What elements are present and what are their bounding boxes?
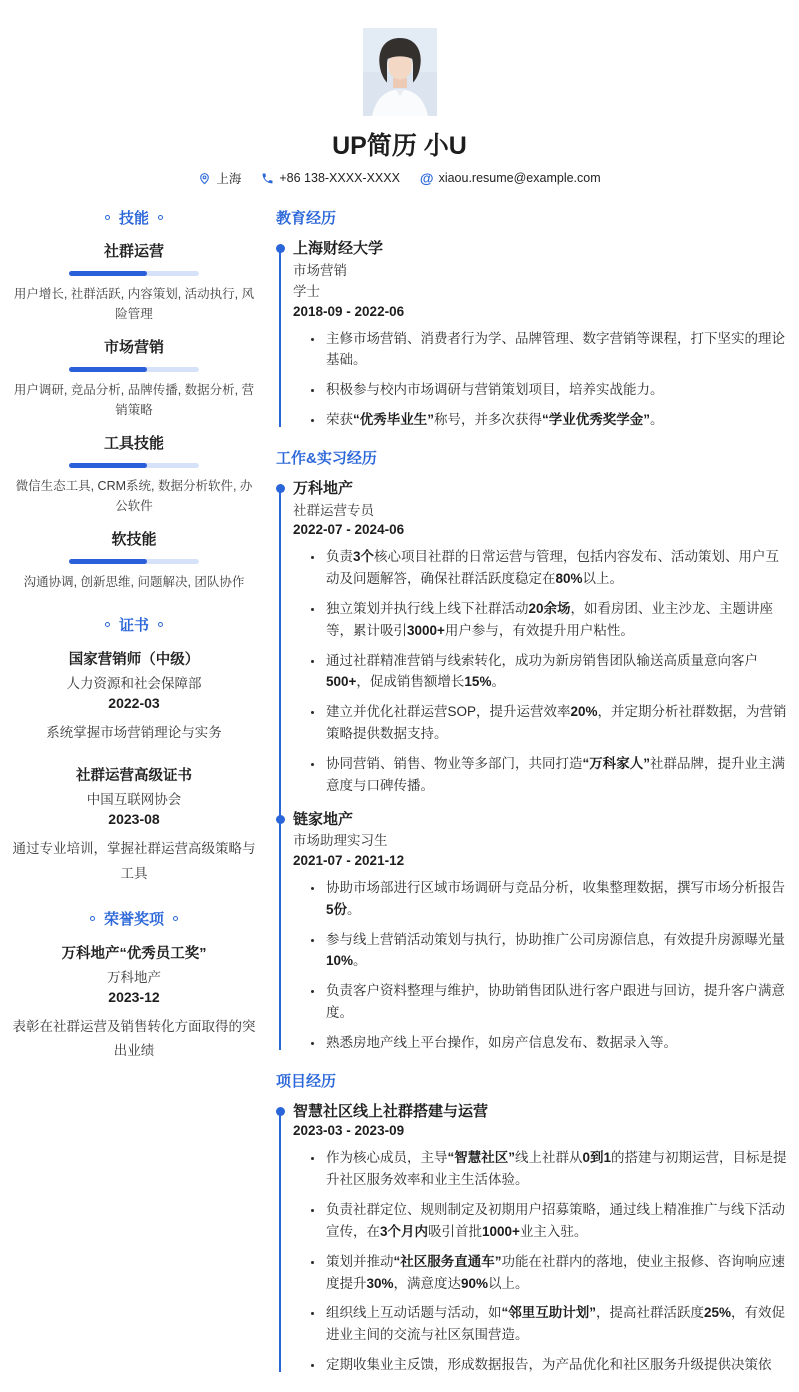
skill-level-fill <box>69 559 147 564</box>
portrait-illustration <box>363 28 437 116</box>
sidebar <box>0 207 260 1085</box>
contact-phone <box>261 171 400 185</box>
ring-icon <box>173 916 178 921</box>
ring-icon <box>105 622 110 627</box>
location-text: 上海 <box>216 172 242 186</box>
honors-list <box>10 942 258 1064</box>
skill-tags: 用户增长, 社群活跃, 内容策划, 活动执行, 风险管理 <box>13 287 255 321</box>
entry-date: 2021-07 - 2021-12 <box>293 852 405 868</box>
entry-bullets <box>293 1147 787 1376</box>
ring-icon <box>158 622 163 627</box>
certificates-section-title <box>10 614 258 635</box>
contact-email <box>420 171 601 185</box>
credential-description: 通过专业培训，掌握社群运营高级策略与工具 <box>12 841 256 881</box>
profile-photo <box>363 28 437 116</box>
entry-subtitle: 市场营销 <box>293 262 347 278</box>
honors-section <box>10 908 258 1064</box>
timeline-entry <box>276 1102 787 1376</box>
honors-section-title <box>10 908 258 929</box>
credential-date: 2023-08 <box>108 811 160 828</box>
skill-item <box>10 432 258 516</box>
entry-date: 2023-03 - 2023-09 <box>293 1123 405 1139</box>
bullet-item: • 协助市场部进行区域市场调研与竞品分析，收集整理数据，撰写市场分析报告5份。 <box>324 877 787 921</box>
bullet-item: • 通过社群精准营销与线索转化，成功为新房销售团队输送高质量意向客户500+，促成销售额增长15%。 <box>324 650 787 694</box>
bullet-item: • 策划并推动“社区服务直通车”功能在社群内的落地，使业主报修、咨询响应速度提升30%，满意度达90%以上。 <box>324 1251 787 1295</box>
section-title: 工作&实习经历 <box>276 450 377 468</box>
bullet-item: • 作为核心成员，主导“智慧社区”线上社群从0到1的搭建与初期运营，目标是提升社区服务效率和业主生活体验。 <box>324 1147 787 1191</box>
timeline <box>276 1102 787 1376</box>
skills-title-text: 技能 <box>118 210 149 227</box>
skill-name: 软技能 <box>111 531 157 548</box>
skill-item <box>10 528 258 592</box>
skill-tags: 沟通协调, 创新思维, 问题解决, 团队协作 <box>23 575 245 589</box>
entry-date: 2018-09 - 2022-06 <box>293 303 405 319</box>
credential-issuer: 万科地产 <box>107 969 161 985</box>
bullet-item: • 建立并优化社群运营SOP，提升运营效率20%，并定期分析社群数据，为营销策略提供数据支持。 <box>324 701 787 745</box>
certificates-section <box>10 614 258 886</box>
credential-item <box>10 942 258 1064</box>
phone-icon <box>261 172 274 185</box>
credential-name: 万科地产“优秀员工奖” <box>61 945 207 962</box>
skill-tags: 微信生态工具, CRM系统, 数据分析软件, 办公软件 <box>15 479 253 513</box>
skill-level-fill <box>69 271 147 276</box>
bullet-item: • 定期收集业主反馈，形成数据报告，为产品优化和社区服务升级提供决策依 <box>324 1354 787 1376</box>
entry-subtitles <box>293 261 787 302</box>
timeline-entry <box>276 239 787 431</box>
ring-icon <box>105 215 110 220</box>
credential-name: 社群运营高级证书 <box>76 768 192 785</box>
skill-name: 市场营销 <box>103 339 164 356</box>
timeline-entry <box>276 810 787 1054</box>
skill-level-bar <box>69 271 199 276</box>
phone-text: +86 138-XXXX-XXXX <box>279 171 400 185</box>
skills-section <box>10 207 258 592</box>
skill-level-bar <box>69 463 199 468</box>
timeline <box>276 479 787 1054</box>
credential-date: 2022-03 <box>108 695 160 711</box>
bullet-item: • 组织线上互动话题与活动，如“邻里互助计划”，提高社群活跃度25%，有效促进业主间的交流与社区氛围营造。 <box>324 1302 787 1346</box>
bullet-item: • 负责社群定位、规则制定及初期用户招募策略，通过线上精准推广与线下活动宣传，在3个月内吸引首批1000+业主入驻。 <box>324 1199 787 1243</box>
bullet-item: • 参与线上营销活动策划与执行，协助推广公司房源信息，有效提升房源曝光量10%。 <box>324 929 787 973</box>
bullet-item: • 熟悉房地产线上平台操作，如房产信息发布、数据录入等。 <box>324 1032 787 1054</box>
entry-title: 万科地产 <box>293 480 354 498</box>
credential-date: 2023-12 <box>108 988 160 1005</box>
timeline <box>276 239 787 431</box>
skill-level-bar <box>69 367 199 372</box>
entry-date: 2022-07 - 2024-06 <box>293 522 405 538</box>
skill-level-fill <box>69 463 147 468</box>
skill-tags: 用户调研, 竞品分析, 品牌传播, 数据分析, 营销策略 <box>13 383 255 417</box>
credential-item <box>10 764 258 886</box>
skill-name: 社群运营 <box>103 243 164 260</box>
entry-subtitles <box>293 831 787 851</box>
experience-section <box>276 1070 787 1376</box>
location-pin-icon <box>198 172 211 185</box>
skill-level-bar <box>69 559 199 564</box>
skill-item <box>10 240 258 324</box>
credential-name: 国家营销师（中级） <box>68 652 200 668</box>
ring-icon <box>158 215 163 220</box>
entry-subtitles <box>293 501 787 521</box>
entry-subtitle: 学士 <box>293 284 320 300</box>
credential-description: 系统掌握市场营销理论与实务 <box>46 725 222 740</box>
bullet-item: • 负责客户资料整理与维护，协助销售团队进行客户跟进与回访，提升客户满意度。 <box>324 980 787 1024</box>
skills-list <box>10 240 258 592</box>
bullet-item: • 主修市场营销、消费者行为学、品牌管理、数字营销等课程，打下坚实的理论基础。 <box>324 328 787 372</box>
candidate-name: UP简历 小U <box>332 132 467 160</box>
bullet-item: • 负责3个核心项目社群的日常运营与管理，包括内容发布、活动策划、用户互动及问题解答，确保社群活跃度稳定在80%以上。 <box>324 546 787 590</box>
timeline-dot-icon <box>276 815 285 824</box>
skills-section-title <box>10 207 258 228</box>
at-icon: @ <box>419 170 434 186</box>
entry-bullets <box>293 328 787 431</box>
contact-location <box>198 169 241 187</box>
entry-title: 上海财经大学 <box>293 240 384 257</box>
section-title: 教育经历 <box>276 210 337 227</box>
contact-row <box>0 169 799 187</box>
ring-icon <box>90 916 95 921</box>
experience-section <box>276 207 787 431</box>
bullet-item: • 积极参与校内市场调研与营销策划项目，培养实战能力。 <box>324 379 787 401</box>
credential-description: 表彰在社群运营及销售转化方面取得的突出业绩 <box>12 1018 256 1059</box>
certificates-title-text: 证书 <box>118 617 149 634</box>
section-title: 项目经历 <box>276 1072 337 1090</box>
skill-name: 工具技能 <box>103 435 164 452</box>
bullet-item: • 独立策划并执行线上线下社群活动20余场，如看房团、业主沙龙、主题讲座等，累计吸引3000+用户参与，有效提升用户粘性。 <box>324 598 787 642</box>
entry-subtitle: 社群运营专员 <box>293 502 374 518</box>
honors-title-text: 荣誉奖项 <box>103 910 164 928</box>
timeline-dot-icon <box>276 484 285 493</box>
skill-item <box>10 336 258 420</box>
columns <box>0 207 799 1392</box>
credential-issuer: 人力资源和社会保障部 <box>66 676 202 691</box>
bullet-item: • 荣获“优秀毕业生”称号，并多次获得“学业优秀奖学金”。 <box>324 409 787 431</box>
entry-bullets <box>293 546 787 797</box>
email-text: xiaou.resume@example.com <box>438 171 601 185</box>
bullet-item: • 协同营销、销售、物业等多部门，共同打造“万科家人”社群品牌，提升业主满意度与口碑传播。 <box>324 753 787 797</box>
skill-level-fill <box>69 367 147 372</box>
certificates-list <box>10 648 258 886</box>
experience-section <box>276 447 787 1054</box>
timeline-entry <box>276 479 787 797</box>
credential-issuer: 中国互联网协会 <box>86 792 182 808</box>
entry-title: 智慧社区线上社群搭建与运营 <box>293 1102 489 1120</box>
entry-bullets <box>293 877 787 1054</box>
experience-sections <box>276 207 787 1376</box>
timeline-dot-icon <box>276 1107 285 1116</box>
entry-title: 链家地产 <box>293 810 354 828</box>
timeline-dot-icon <box>276 244 285 253</box>
main-content <box>260 207 799 1392</box>
entry-subtitle: 市场助理实习生 <box>293 833 388 849</box>
credential-item <box>10 648 258 745</box>
resume-header <box>0 0 799 187</box>
